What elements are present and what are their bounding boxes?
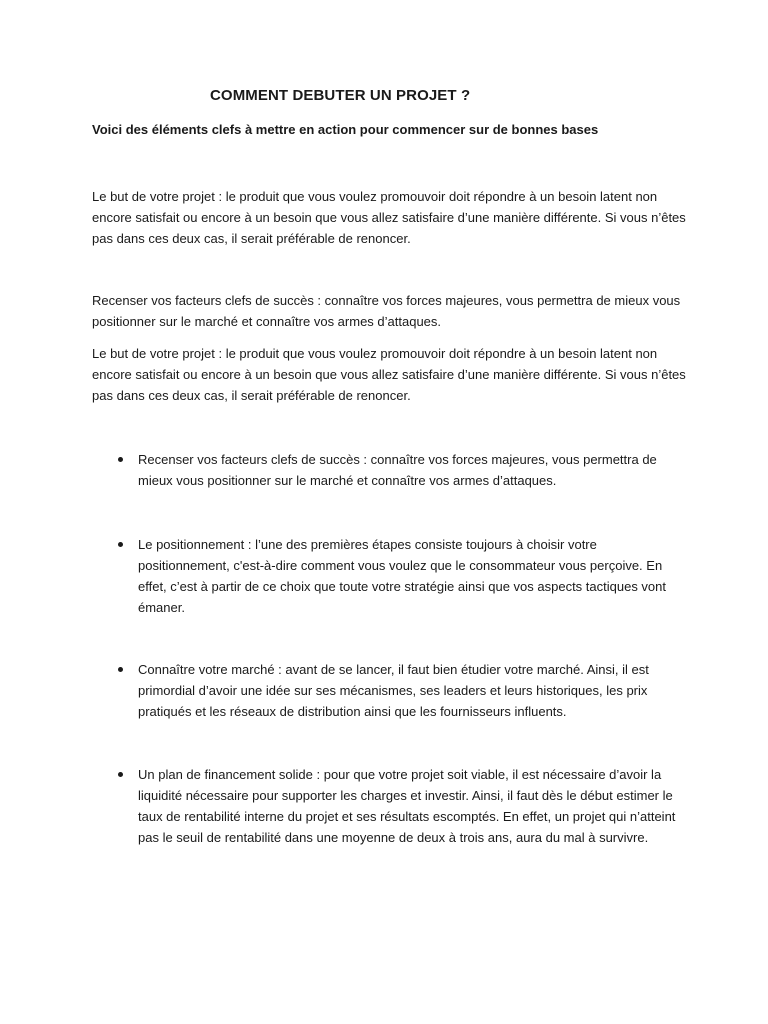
paragraph: Recenser vos facteurs clefs de succès : connaître vos forces majeures, vous permettra de mieux vous positionner sur le marché et connaître vos armes d’attaques.	[92, 293, 681, 329]
document-title: COMMENT DEBUTER UN PROJET ?	[210, 87, 471, 104]
bullet-text: Connaître votre marché : avant de se lancer, il faut bien étudier votre marché. Ainsi, il est primordial d’avoir une idée sur ses mécanismes, ses leaders et leurs historiques, les prix pratiqués et les réseaux de distribution ainsi que les fournisseurs influents.	[138, 662, 649, 719]
document-subtitle: Voici des éléments clefs à mettre en action pour commencer sur de bonnes bases	[92, 122, 599, 137]
bullet-dot-icon	[118, 542, 123, 547]
bullet-dot-icon	[118, 667, 123, 672]
bullet-dot-icon	[118, 772, 123, 777]
bullet-text: Le positionnement : l’une des premières étapes consiste toujours à choisir votre positionnement, c'est-à-dire comment vous voulez que le consommateur vous perçoive. En effet, c’est à partir de ce choix que toute votre stratégie ainsi que vos aspects tactiques vont émaner.	[138, 537, 667, 615]
bullet-dot-icon	[118, 457, 123, 462]
paragraph: Le but de votre projet : le produit que vous voulez promouvoir doit répondre à un besoin latent non encore satisfait ou encore à un besoin que vous allez satisfaire d’une manière différente. Si vous n’êtes pas dans ces deux cas, il serait préférable de renoncer.	[92, 189, 686, 246]
paragraph: Le but de votre projet : le produit que vous voulez promouvoir doit répondre à un besoin latent non encore satisfait ou encore à un besoin que vous allez satisfaire d’une manière différente. Si vous n’êtes pas dans ces deux cas, il serait préférable de renoncer.	[92, 346, 686, 403]
bullet-text: Un plan de financement solide : pour que votre projet soit viable, il est nécessaire d’avoir la liquidité nécessaire pour supporter les charges et investir. Ainsi, il faut dès le début estimer le taux de rentabilité interne du projet et ses résultats escomptés. En effet, un projet qui n’atteint pas le seuil de rentabilité dans une moyenne de deux à trois ans, aura du mal à survivre.	[138, 767, 676, 845]
bullet-text: Recenser vos facteurs clefs de succès : connaître vos forces majeures, vous permettra de mieux vous positionner sur le marché et connaître vos armes d’attaques.	[138, 452, 657, 488]
